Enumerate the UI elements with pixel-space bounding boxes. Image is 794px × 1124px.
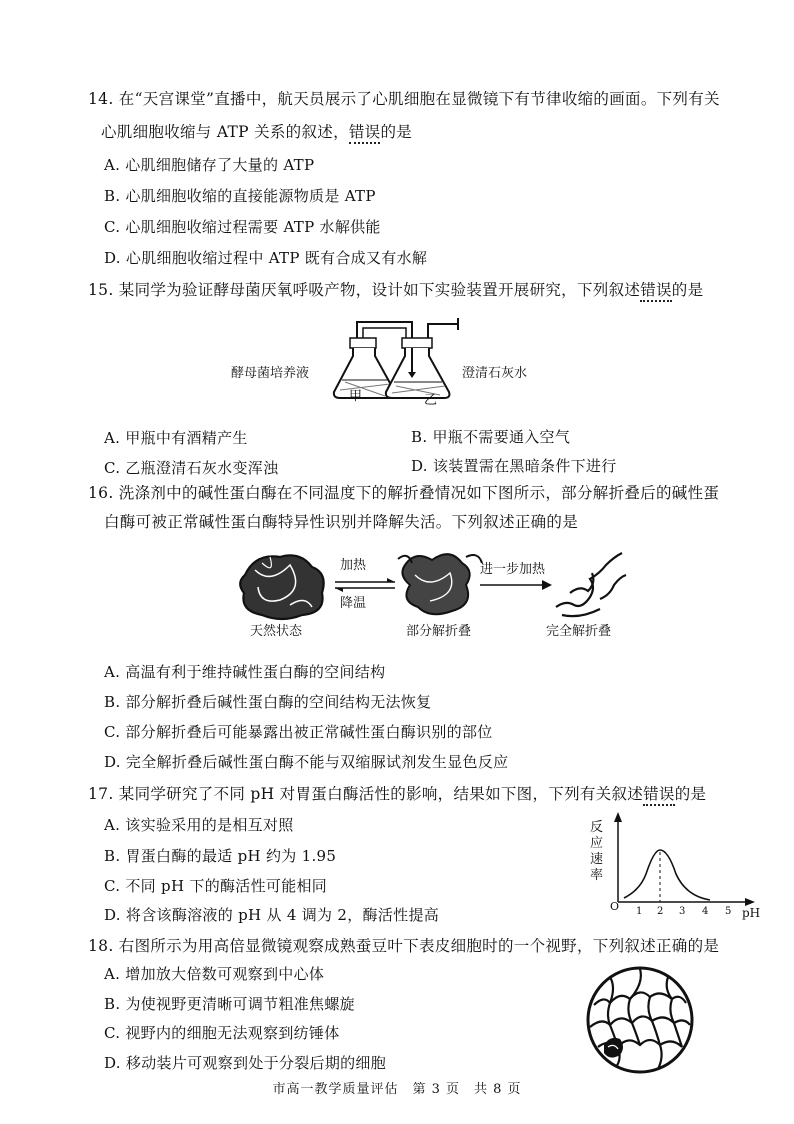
q15-label-yeast-culture: 酵母菌培养液: [231, 366, 310, 381]
q18-option-d: D. 移动装片可观察到处于分裂后期的细胞: [104, 1054, 387, 1072]
q15-option-d: D. 该装置需在黑暗条件下进行: [411, 457, 617, 475]
q14-option-b: B. 心肌细胞收缩的直接能源物质是 ATP: [104, 187, 376, 205]
q15-stem-text: 15. 某同学为验证酵母菌厌氧呼吸产物，设计如下实验装置开展研究，下列叙述: [88, 281, 641, 299]
q16-option-d: D. 完全解折叠后碱性蛋白酶不能与双缩脲试剂发生显色反应: [104, 753, 509, 771]
q15-label-flask-a: 甲: [349, 389, 363, 404]
q17-option-a: A. 该实验采用的是相互对照: [104, 816, 294, 834]
q14-stem-line2: [101, 122, 412, 142]
q16-label-further-heat: 进一步加热: [480, 562, 546, 577]
q17-ylabel: 反应速率: [590, 820, 604, 883]
q18-stem-end: 的是: [687, 937, 720, 955]
q16-label-cool: 降温: [340, 596, 367, 611]
q14-stem-end: 的是: [380, 123, 413, 141]
q16-protein-folding-diagram: [0, 545, 794, 625]
q16-stem-line1: 16. 洗涤剂中的碱性蛋白酶在不同温度下的解折叠情况如下图所示，部分解折叠后的碱性蛋: [88, 484, 720, 502]
q17-origin: O: [610, 900, 620, 913]
q15-option-b: B. 甲瓶不需要通入空气: [411, 428, 571, 446]
q16-label-complete: 完全解折叠: [546, 624, 612, 639]
q18-microscope-field: [580, 965, 700, 1075]
q16-emphasis: 正确: [514, 513, 547, 531]
q17-stem: [88, 784, 706, 804]
q17-tick-3: 3: [679, 906, 686, 917]
q16-stem-line2: [104, 512, 578, 532]
q14-option-c: C. 心肌细胞收缩过程需要 ATP 水解供能: [104, 218, 381, 236]
q18-stem-text: 18. 右图所示为用高倍显微镜观察成熟蚕豆叶下表皮细胞时的一个视野，下列叙述: [88, 937, 656, 955]
q15-label-limewater: 澄清石灰水: [462, 366, 528, 381]
q15-emphasis: 错误: [640, 281, 672, 302]
q17-option-b: B. 胃蛋白酶的最适 pH 约为 1.95: [104, 847, 337, 865]
q17-tick-4: 4: [702, 906, 709, 917]
q18-option-b: B. 为使视野更清晰可调节粗准焦螺旋: [104, 995, 355, 1013]
q15-option-a: A. 甲瓶中有酒精产生: [104, 429, 248, 447]
q18-emphasis: 正确: [655, 937, 688, 955]
q16-option-a: A. 高温有利于维持碱性蛋白酶的空间结构: [104, 663, 386, 681]
q17-option-c: C. 不同 pH 下的酶活性可能相同: [104, 877, 328, 895]
q18-option-a: A. 增加放大倍数可观察到中心体: [104, 965, 325, 983]
q16-option-b: B. 部分解折叠后碱性蛋白酶的空间结构无法恢复: [104, 693, 432, 711]
q16-label-partial: 部分解折叠: [406, 624, 472, 639]
partially-unfolded-protein-icon: [398, 554, 482, 614]
q16-stem-text: 白酶可被正常碱性蛋白酶特异性识别并降解失活。下列叙述: [104, 513, 515, 531]
q17-tick-5: 5: [725, 906, 732, 917]
q14-option-d: D. 心肌细胞收缩过程中 ATP 既有合成又有水解: [104, 249, 428, 267]
q17-stem-end: 的是: [674, 785, 707, 803]
q14-option-a: A. 心肌细胞储存了大量的 ATP: [104, 156, 315, 174]
q16-label-native: 天然状态: [250, 624, 303, 639]
q15-label-flask-b: 乙: [424, 393, 438, 408]
page-footer: 市高一教学质量评估 第 3 页 共 8 页: [272, 1082, 522, 1097]
q17-emphasis: 错误: [643, 785, 675, 806]
q14-emphasis: 错误: [349, 123, 381, 144]
q16-label-heat: 加热: [340, 558, 367, 573]
q14-stem-line1: 14. 在“天宫课堂”直播中，航天员展示了心肌细胞在显微镜下有节律收缩的画面。下列有关: [88, 90, 720, 108]
q17-tick-1: 1: [636, 906, 643, 917]
fully-unfolded-protein-icon: [556, 553, 626, 616]
q15-option-c: C. 乙瓶澄清石灰水变浑浊: [104, 459, 279, 477]
q17-stem-text: 17. 某同学研究了不同 pH 对胃蛋白酶活性的影响，结果如下图，下列有关叙述: [88, 785, 644, 803]
q17-xlabel: pH: [742, 906, 761, 920]
q15-flask-apparatus: [0, 300, 794, 420]
q15-stem: [88, 280, 703, 300]
native-protein-icon: [240, 555, 323, 619]
q14-stem-text: 心肌细胞收缩与 ATP 关系的叙述，: [101, 123, 349, 141]
q18-stem: [88, 936, 719, 956]
q17-tick-2: 2: [657, 906, 664, 917]
q16-option-c: C. 部分解折叠后可能暴露出被正常碱性蛋白酶识别的部位: [104, 723, 493, 741]
q17-option-d: D. 将含该酶溶液的 pH 从 4 调为 2，酶活性提高: [104, 906, 440, 924]
q15-stem-end: 的是: [671, 281, 704, 299]
q18-option-c: C. 视野内的细胞无法观察到纺锤体: [104, 1024, 340, 1042]
q16-stem-end: 的是: [546, 513, 579, 531]
